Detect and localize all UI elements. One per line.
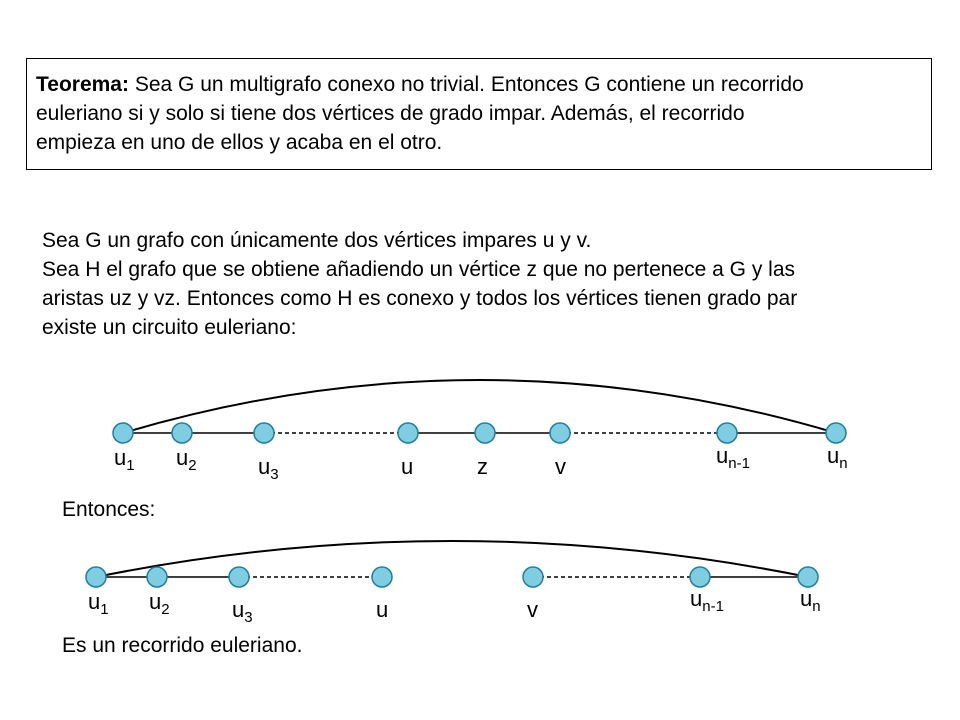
diagram2-label-v <box>527 597 538 622</box>
diagram2-vertex-un <box>798 567 818 587</box>
diagram2-label-u2-base: u <box>149 589 162 614</box>
diagram2-label-u-base: u <box>376 597 389 622</box>
diagram1-label-u2-subscript: 2 <box>188 457 197 474</box>
diagram1-label-v <box>555 454 566 479</box>
diagram1-vertex-un <box>826 423 846 443</box>
diagram2-label-u2 <box>149 589 170 618</box>
diagram1-label-un <box>827 443 848 472</box>
diagram1-label-un-1-base: u <box>716 443 729 468</box>
diagram1-vertex-v <box>550 423 570 443</box>
diagram2-label-v-base: v <box>527 597 538 622</box>
proof-line-1: Sea G un grafo con únicamente dos vértices impares u y v. <box>42 229 592 252</box>
diagram1-label-u3-subscript: 3 <box>270 466 279 483</box>
diagram1-label-u1-base: u <box>114 445 127 470</box>
diagram1-label-u2 <box>176 445 197 474</box>
diagram2-label-u3 <box>232 597 253 626</box>
proof-line-2: Sea H el grafo que se obtiene añadiendo un vértice z que no pertenece a G y las <box>42 258 796 281</box>
diagram2-vertex-u1 <box>86 567 106 587</box>
diagram1-vertex-z <box>475 423 495 443</box>
diagram1-vertex-un-1 <box>717 423 737 443</box>
diagram2-label-un-1 <box>690 586 724 615</box>
diagram1-label-z <box>477 454 488 479</box>
diagram1-label-un-1 <box>716 443 750 472</box>
diagram1-vertex-u <box>398 423 418 443</box>
diagram1-label-un-subscript: n <box>839 455 848 472</box>
diagram1-label-u3-base: u <box>258 454 271 479</box>
diagram2-label-u <box>376 597 388 622</box>
entonces-label: Entonces: <box>62 498 156 521</box>
diagram2-vertex-u3 <box>229 567 249 587</box>
diagram1-label-v-base: v <box>555 454 566 479</box>
diagram1-vertex-u3 <box>254 423 274 443</box>
theorem-label: Teorema: <box>36 73 129 96</box>
proof-line-3: aristas uz y vz. Entonces como H es conexo y todos los vértices tienen grado par <box>42 287 798 310</box>
theorem-line-2: euleriano si y solo si tiene dos vértices de grado impar. Además, el recorrido <box>36 102 745 125</box>
proof-line-4: existe un circuito euleriano: <box>42 316 297 339</box>
diagram1-label-z-base: z <box>477 454 488 479</box>
diagram2-label-un <box>800 586 821 615</box>
diagram1-label-u-base: u <box>401 454 414 479</box>
diagram2-vertex-v <box>523 567 543 587</box>
diagram2-label-un-base: u <box>800 586 813 611</box>
theorem-line-3: empieza en uno de ellos y acaba en el otro. <box>36 131 443 154</box>
diagram2-vertex-un-1 <box>690 567 710 587</box>
diagram1-vertex-u2 <box>172 423 192 443</box>
diagram1-label-u1 <box>114 445 135 474</box>
diagram2-label-u1-subscript: 1 <box>100 601 109 618</box>
diagram1-label-u3 <box>258 454 279 483</box>
diagram2-label-un-subscript: n <box>812 598 821 615</box>
diagram1-label-u <box>401 454 413 479</box>
conclusion-text: Es un recorrido euleriano. <box>62 634 303 657</box>
theorem-line-1-text: Sea G un multigrafo conexo no trivial. Entonces G contiene un recorrido <box>128 73 804 96</box>
diagram2-label-un-1-base: u <box>690 586 703 611</box>
diagram1-label-un-1-subscript: n-1 <box>728 455 750 472</box>
diagram1-label-u2-base: u <box>176 445 189 470</box>
diagram1-label-u1-subscript: 1 <box>126 457 135 474</box>
diagram2-label-u1 <box>88 589 109 618</box>
diagram2-label-u1-base: u <box>88 589 101 614</box>
diagram2-label-u2-subscript: 2 <box>161 601 170 618</box>
diagram1-vertex-u1 <box>113 423 133 443</box>
diagram2-label-u3-base: u <box>232 597 245 622</box>
diagram1-label-un-base: u <box>827 443 840 468</box>
diagram2-vertex-u <box>372 567 392 587</box>
diagram2-vertex-u2 <box>147 567 167 587</box>
diagram2-label-u3-subscript: 3 <box>244 609 253 626</box>
diagram2-label-un-1-subscript: n-1 <box>702 598 724 615</box>
